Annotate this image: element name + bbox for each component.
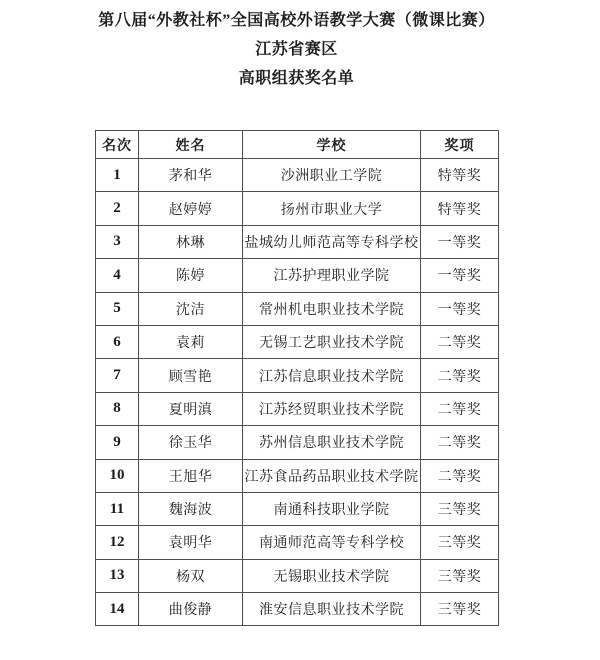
document-title: 第八届“外教社杯”全国高校外语教学大赛（微课比赛） [98, 12, 495, 29]
school-cell: 江苏经贸职业技术学院 [243, 392, 421, 425]
award-cell: 二等奖 [421, 459, 499, 492]
rank-cell: 6 [96, 325, 139, 358]
rank-cell: 14 [96, 593, 139, 626]
rank-cell: 3 [96, 225, 139, 258]
award-cell: 特等奖 [421, 159, 499, 192]
document-subtitle-group: 高职组获奖名单 [238, 70, 355, 87]
header-school: 学校 [243, 131, 421, 159]
school-cell: 江苏信息职业技术学院 [243, 359, 421, 392]
table-row [96, 392, 499, 425]
table-row [96, 426, 499, 459]
school-cell: 淮安信息职业技术学院 [243, 593, 421, 626]
school-cell: 扬州市职业大学 [243, 192, 421, 225]
award-cell: 二等奖 [421, 359, 499, 392]
rank-cell: 8 [96, 392, 139, 425]
header-name: 姓名 [139, 131, 243, 159]
document-subtitle-region: 江苏省赛区 [255, 41, 338, 58]
rank-cell: 1 [96, 159, 139, 192]
table-row [96, 593, 499, 626]
name-cell: 赵婷婷 [139, 192, 243, 225]
header-award: 奖项 [421, 131, 499, 159]
award-cell: 三等奖 [421, 593, 499, 626]
table-row [96, 526, 499, 559]
table-row [96, 192, 499, 225]
rank-cell: 5 [96, 292, 139, 325]
rank-cell: 10 [96, 459, 139, 492]
school-cell: 常州机电职业技术学院 [243, 292, 421, 325]
school-cell: 沙洲职业工学院 [243, 159, 421, 192]
award-cell: 一等奖 [421, 259, 499, 292]
name-cell: 杨双 [139, 559, 243, 592]
table-row [96, 225, 499, 258]
table-row [96, 325, 499, 358]
name-cell: 茅和华 [139, 159, 243, 192]
name-cell: 林琳 [139, 225, 243, 258]
name-cell: 魏海波 [139, 492, 243, 525]
table-row [96, 459, 499, 492]
awards-table [95, 130, 499, 626]
rank-cell: 9 [96, 426, 139, 459]
award-cell: 一等奖 [421, 225, 499, 258]
school-cell: 江苏食品药品职业技术学院 [243, 459, 421, 492]
name-cell: 曲俊静 [139, 593, 243, 626]
school-cell: 南通科技职业学院 [243, 492, 421, 525]
table-row [96, 259, 499, 292]
rank-cell: 12 [96, 526, 139, 559]
header-rank: 名次 [96, 131, 139, 159]
award-cell: 特等奖 [421, 192, 499, 225]
rank-cell: 4 [96, 259, 139, 292]
award-cell: 一等奖 [421, 292, 499, 325]
rank-cell: 7 [96, 359, 139, 392]
award-cell: 三等奖 [421, 559, 499, 592]
table-row [96, 159, 499, 192]
school-cell: 南通师范高等专科学校 [243, 526, 421, 559]
school-cell: 苏州信息职业技术学院 [243, 426, 421, 459]
table-row [96, 492, 499, 525]
award-cell: 二等奖 [421, 392, 499, 425]
name-cell: 袁明华 [139, 526, 243, 559]
school-cell: 盐城幼儿师范高等专科学校 [243, 225, 421, 258]
rank-cell: 11 [96, 492, 139, 525]
award-cell: 二等奖 [421, 325, 499, 358]
table-row [96, 559, 499, 592]
rank-cell: 13 [96, 559, 139, 592]
award-cell: 三等奖 [421, 526, 499, 559]
name-cell: 沈洁 [139, 292, 243, 325]
table-row [96, 359, 499, 392]
name-cell: 徐玉华 [139, 426, 243, 459]
rank-cell: 2 [96, 192, 139, 225]
school-cell: 无锡职业技术学院 [243, 559, 421, 592]
table-header-row [96, 131, 499, 159]
school-cell: 江苏护理职业学院 [243, 259, 421, 292]
award-cell: 三等奖 [421, 492, 499, 525]
name-cell: 王旭华 [139, 459, 243, 492]
school-cell: 无锡工艺职业技术学院 [243, 325, 421, 358]
table-row [96, 292, 499, 325]
name-cell: 陈婷 [139, 259, 243, 292]
name-cell: 夏明滇 [139, 392, 243, 425]
name-cell: 顾雪艳 [139, 359, 243, 392]
name-cell: 袁莉 [139, 325, 243, 358]
award-cell: 二等奖 [421, 426, 499, 459]
document-header [0, 13, 593, 100]
